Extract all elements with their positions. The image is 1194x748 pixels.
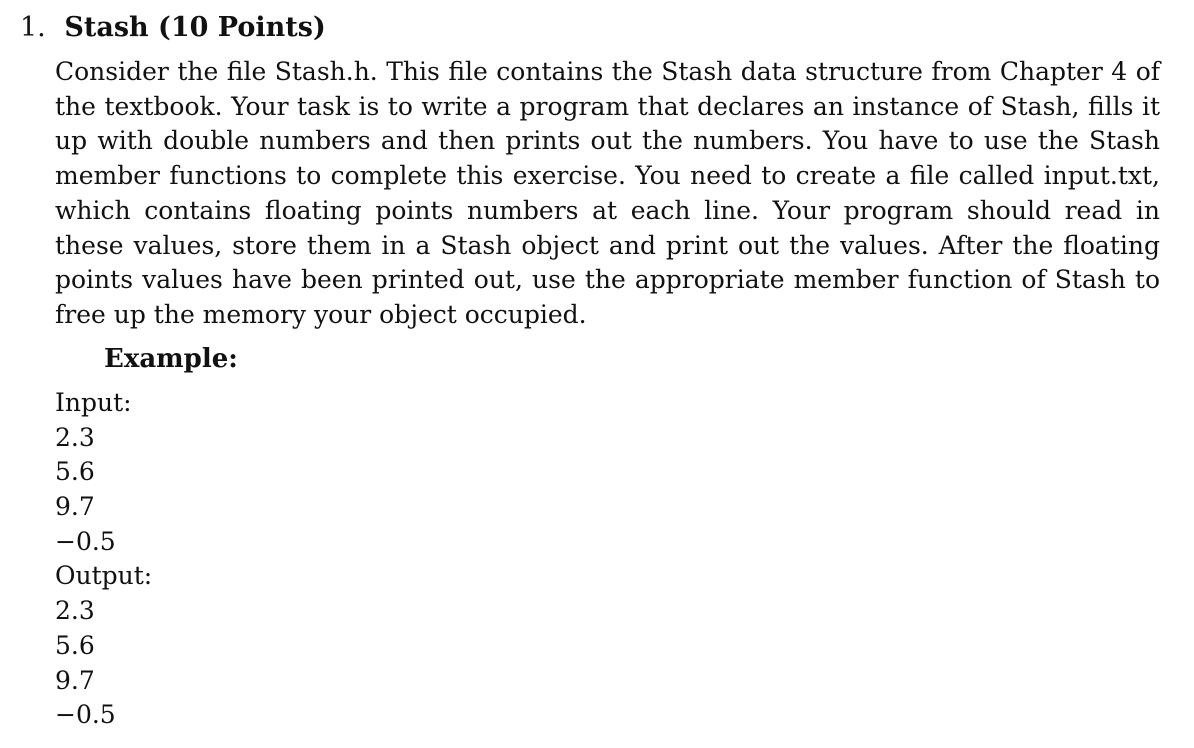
output-value: 5.6 [55,630,95,660]
problem-heading [20,10,326,46]
input-value: 9.7 [55,492,95,522]
problem-number: 1. [20,12,46,43]
input-value: 5.6 [55,457,95,487]
input-value: −0.5 [55,526,116,556]
example-block [55,386,152,733]
problem-title: Stash (10 Points) [64,12,326,43]
input-value: 2.3 [55,422,95,452]
example-heading: Example: [104,344,238,374]
output-value: 2.3 [55,596,95,626]
input-label: Input: [55,388,132,417]
output-value: −0.5 [55,700,116,730]
output-label: Output: [55,561,153,591]
problem-description: Consider the file Stash.h. This file contains the Stash data structure from Chapter 4 of the textbook. Your task is to write a program that declares an instance of Stash, fills it up with double numbers and then prints out the numbers. You have to use the Stash member functions to complete this exercise. You need to create a file called input.txt, which contains floating points numbers at each line. Your program should read in these values, store them in a Stash object and print out the values. After the floating points values have been printed out, use the appropriate member function of Stash to free up the memory your object occupied. [55,57,1160,329]
output-value: 9.7 [55,665,95,695]
